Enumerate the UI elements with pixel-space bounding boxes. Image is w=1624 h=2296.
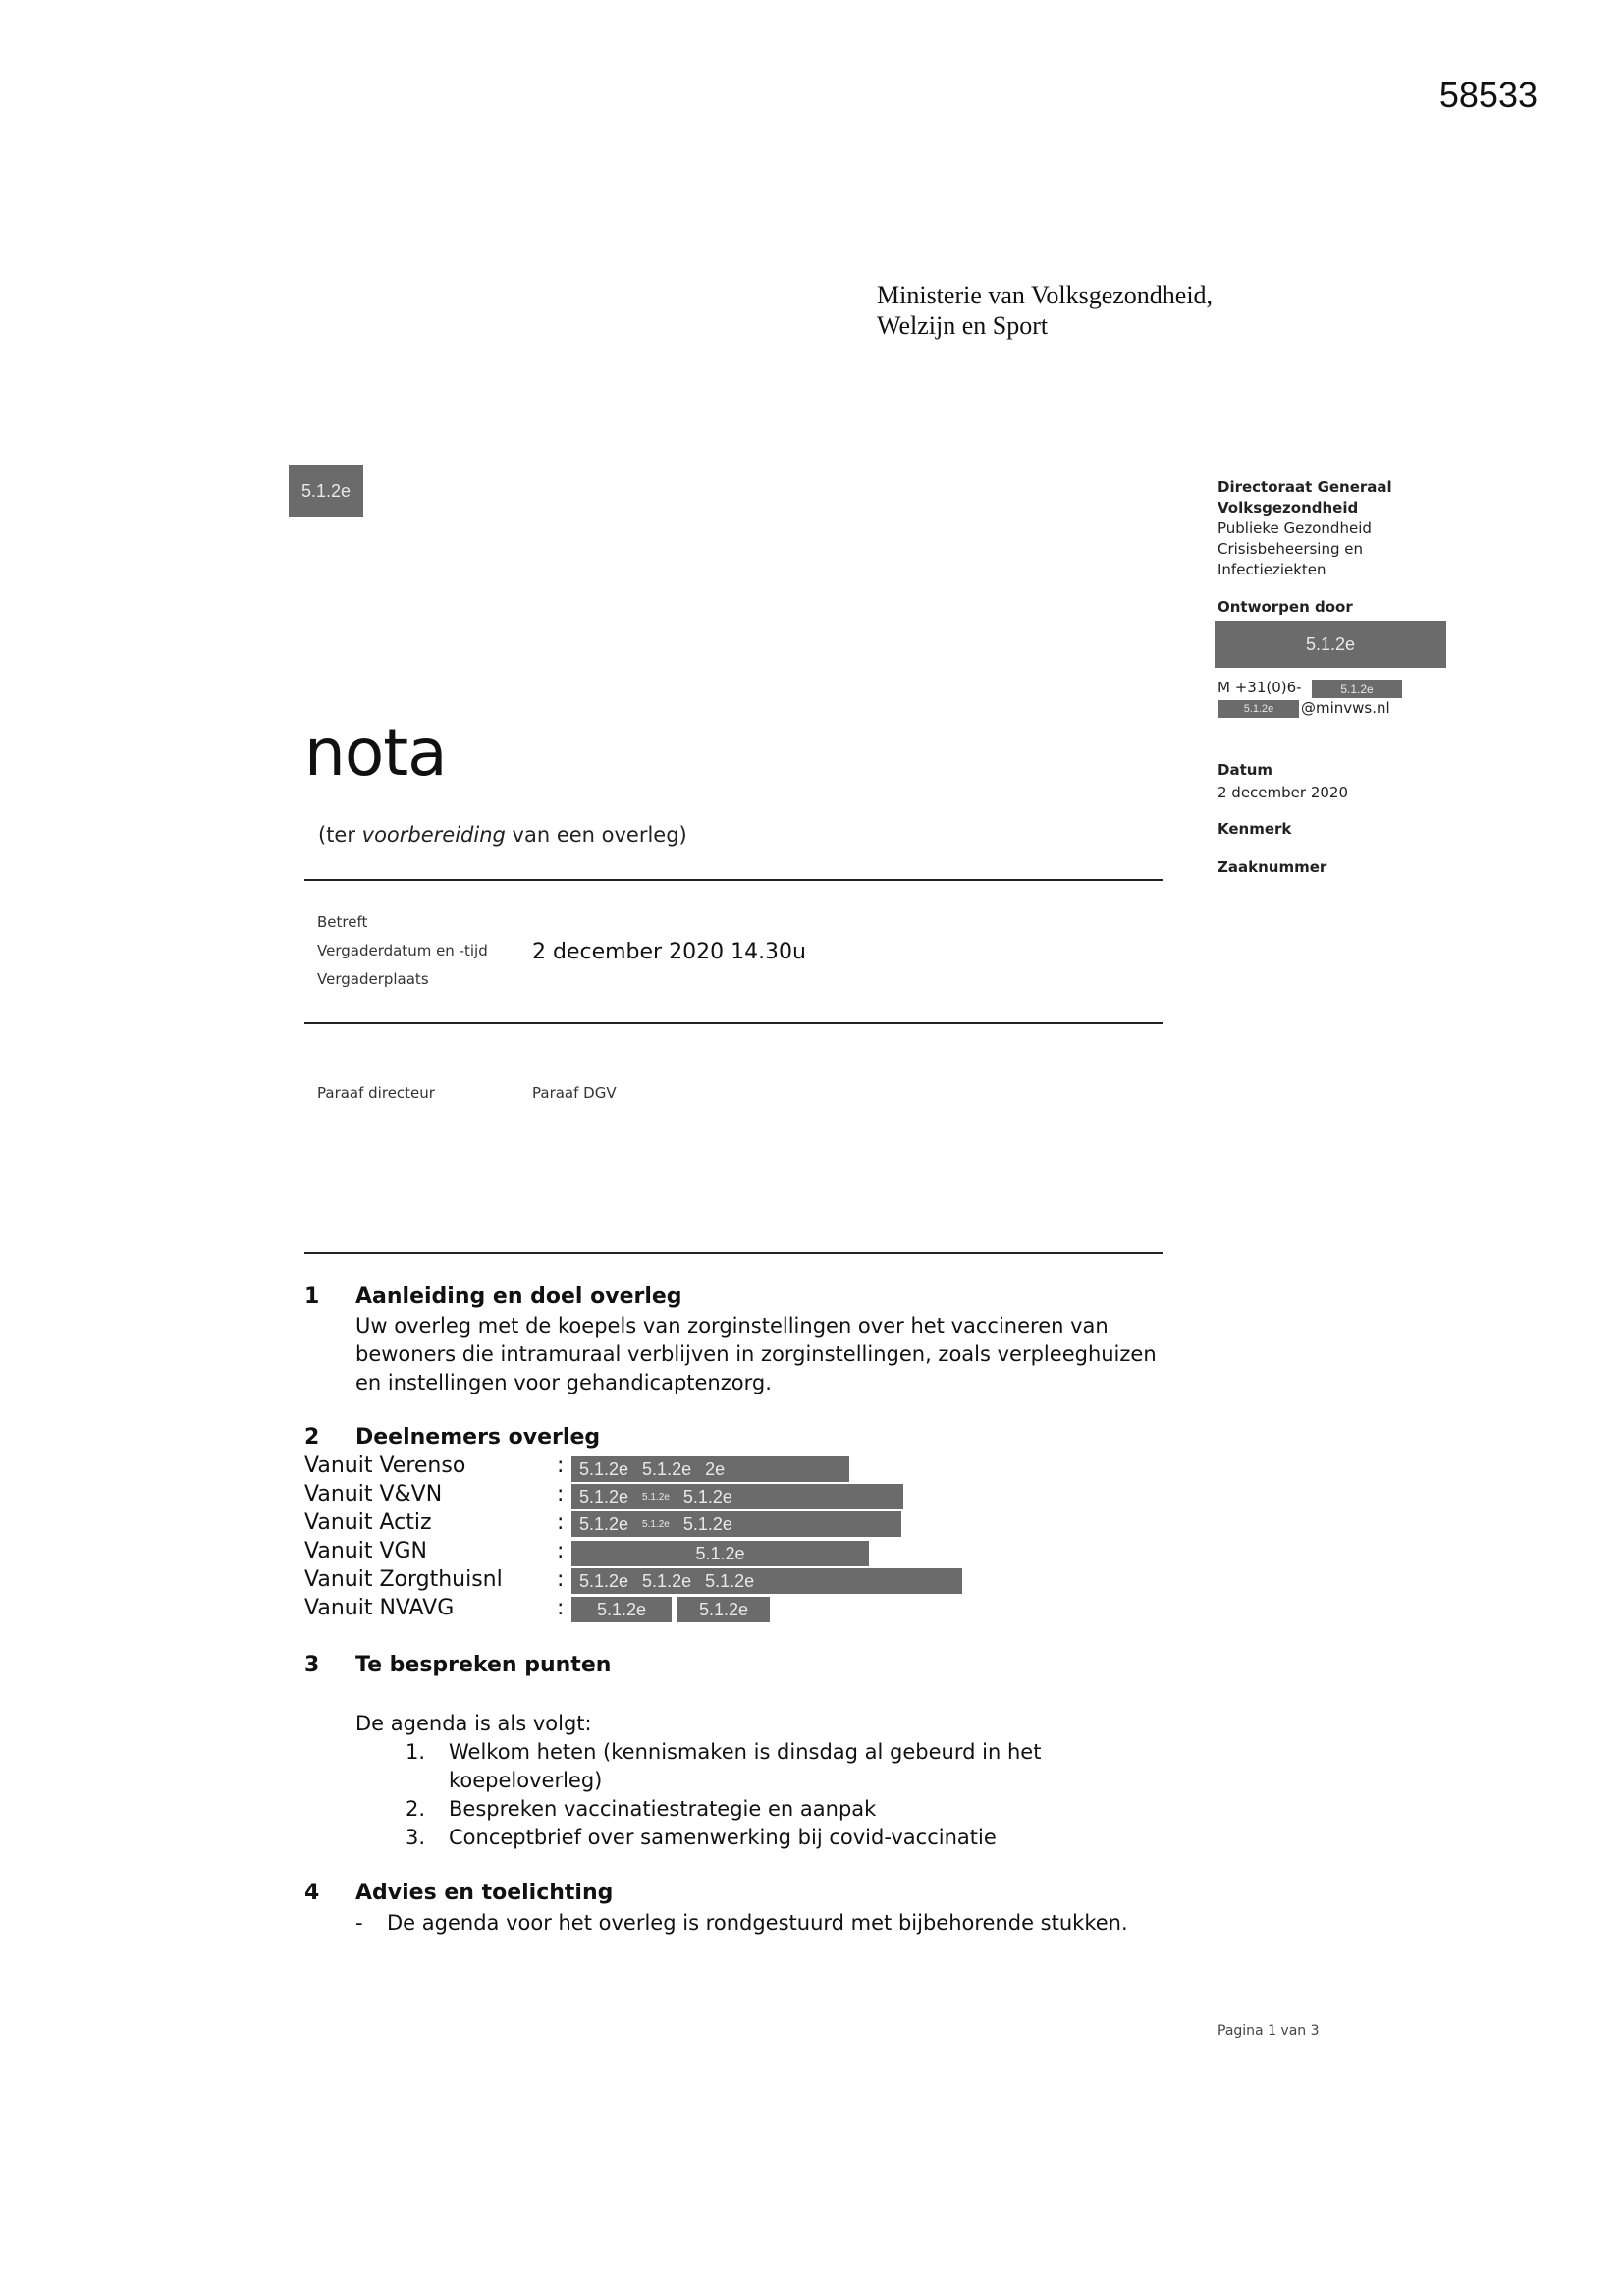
redaction-code-small: 5.1.2e: [642, 1491, 670, 1503]
meta-date-label: Vergaderdatum en -tijd: [317, 942, 488, 959]
participant-actiz: Vanuit Actiz: [304, 1510, 432, 1535]
redaction-code: 5.1.2e: [579, 1458, 629, 1479]
participant-verenso: Vanuit Verenso: [304, 1453, 466, 1478]
ministry-line-1: Ministerie van Volksgezondheid,: [877, 281, 1214, 309]
colon: :: [557, 1567, 565, 1592]
subtitle-suffix: van een overleg): [505, 823, 687, 847]
redaction-code: 5.1.2e: [579, 1513, 629, 1534]
colon: :: [557, 1482, 565, 1506]
agenda-item: [406, 1738, 1041, 1795]
paraf-dgv-label: Paraaf DGV: [532, 1084, 617, 1102]
colon: :: [557, 1510, 565, 1535]
sidebar-org: [1218, 477, 1392, 580]
sidebar-kenmerk-label: Kenmerk: [1218, 820, 1292, 838]
meta-betreft-label: Betreft: [317, 913, 368, 931]
sidebar-date-label: Datum: [1218, 761, 1273, 779]
agenda-item-number: 3.: [406, 1826, 426, 1849]
ministry-logo-text: [877, 280, 1213, 341]
section-3-number: 3: [304, 1653, 320, 1677]
redaction-row-actiz: [571, 1511, 901, 1537]
subtitle-italic: voorbereiding: [361, 823, 506, 847]
redaction-code: 5.1.2e: [682, 1486, 732, 1506]
participant-vvn: Vanuit V&VN: [304, 1482, 443, 1506]
section-1-line-3: en instellingen voor gehandicaptenzorg.: [355, 1371, 772, 1394]
sidebar-org-2: Volksgezondheid: [1218, 499, 1359, 517]
agenda-list: [406, 1738, 1041, 1852]
redaction-code: 5.1.2e: [642, 1570, 692, 1591]
section-4-number: 4: [304, 1881, 320, 1905]
redaction-row-verenso: [571, 1456, 849, 1482]
agenda-intro: De agenda is als volgt:: [355, 1712, 592, 1735]
agenda-item-number: 1.: [406, 1740, 426, 1764]
section-1-body: [355, 1312, 1157, 1397]
redaction-code: 5.1.2e: [579, 1570, 629, 1591]
document-number: 58533: [1438, 75, 1538, 115]
subtitle-prefix: (ter: [318, 823, 362, 847]
meta-datetime-value: 2 december 2020 14.30u: [532, 940, 806, 964]
redaction-code-partial: 2e: [705, 1458, 726, 1479]
agenda-item-line: Welkom heten (kennismaken is dinsdag al gebeurd in het: [449, 1740, 1042, 1764]
section-4-title: Advies en toelichting: [355, 1881, 614, 1905]
participant-vgn: Vanuit VGN: [304, 1539, 427, 1563]
redaction-block-phone: 5.1.2e: [1312, 680, 1402, 698]
section-1-line-1: Uw overleg met de koepels van zorginstellingen over het vaccineren van: [355, 1314, 1109, 1338]
agenda-item-text: [449, 1738, 1041, 1795]
sidebar-phone-label: M +31(0)6-: [1218, 679, 1302, 696]
agenda-item-text: Bespreken vaccinatiestrategie en aanpak: [449, 1797, 877, 1821]
redaction-block-email: 5.1.2e: [1218, 700, 1299, 718]
redaction-row-vvn: [571, 1484, 903, 1509]
document-subtitle: [318, 823, 687, 847]
advice-dash: -: [355, 1911, 363, 1935]
colon: :: [557, 1539, 565, 1563]
paraf-directeur-label: Paraaf directeur: [317, 1084, 435, 1102]
sidebar-email-suffix: @minvws.nl: [1301, 699, 1390, 717]
colon: :: [557, 1596, 565, 1620]
divider-3: [304, 1252, 1163, 1254]
section-2-number: 2: [304, 1425, 320, 1449]
sidebar-org-1: Directoraat Generaal: [1218, 478, 1392, 496]
meta-place-label: Vergaderplaats: [317, 970, 429, 988]
sidebar-designed-by-label: Ontworpen door: [1218, 598, 1353, 616]
redaction-row-zorgthuisnl: [571, 1568, 962, 1594]
participant-zorgthuisnl: Vanuit Zorgthuisnl: [304, 1567, 503, 1592]
agenda-item-text: Conceptbrief over samenwerking bij covid-vaccinatie: [449, 1826, 997, 1849]
agenda-item: [406, 1824, 1041, 1852]
redaction-row-nvavg-a: 5.1.2e: [571, 1597, 672, 1622]
redaction-row-vgn: [571, 1541, 869, 1566]
agenda-item-number: 2.: [406, 1797, 426, 1821]
section-1-number: 1: [304, 1285, 320, 1309]
agenda-item: [406, 1795, 1041, 1824]
divider-2: [304, 1022, 1163, 1024]
divider-1: [304, 879, 1163, 881]
document-title: nota: [304, 715, 447, 791]
sidebar-date-value: 2 december 2020: [1218, 784, 1349, 801]
section-1-line-2: bewoners die intramuraal verblijven in zorginstellingen, zoals verpleeghuizen: [355, 1342, 1157, 1366]
section-1-title: Aanleiding en doel overleg: [355, 1285, 682, 1309]
agenda-item-line: koepeloverleg): [449, 1769, 603, 1792]
redaction-code-small: 5.1.2e: [642, 1518, 670, 1530]
sidebar-zaaknummer-label: Zaaknummer: [1218, 858, 1327, 876]
section-2-title: Deelnemers overleg: [355, 1425, 601, 1449]
section-3-title: Te bespreken punten: [355, 1653, 612, 1677]
redaction-code: 5.1.2e: [579, 1486, 629, 1506]
participant-nvavg: Vanuit NVAVG: [304, 1596, 455, 1620]
redaction-row-nvavg-b: 5.1.2e: [677, 1597, 770, 1622]
redaction-code: 5.1.2e: [682, 1513, 732, 1534]
ministry-line-2: Welzijn en Sport: [877, 311, 1049, 340]
sidebar-dept-2: Crisisbeheersing en: [1218, 540, 1364, 558]
advice-text: De agenda voor het overleg is rondgestuurd met bijbehorende stukken.: [387, 1911, 1128, 1935]
sidebar-dept-1: Publieke Gezondheid: [1218, 519, 1372, 537]
redaction-block-author: 5.1.2e: [1215, 621, 1446, 668]
colon: :: [557, 1453, 565, 1478]
redaction-block-addressee: 5.1.2e: [289, 465, 363, 517]
advice-item: [355, 1909, 1128, 1938]
sidebar-dept-3: Infectieziekten: [1218, 561, 1326, 578]
page-number: Pagina 1 van 3: [1218, 2023, 1320, 2039]
redaction-code: 5.1.2e: [695, 1543, 745, 1563]
redaction-code: 5.1.2e: [642, 1458, 692, 1479]
redaction-code: 5.1.2e: [705, 1570, 755, 1591]
